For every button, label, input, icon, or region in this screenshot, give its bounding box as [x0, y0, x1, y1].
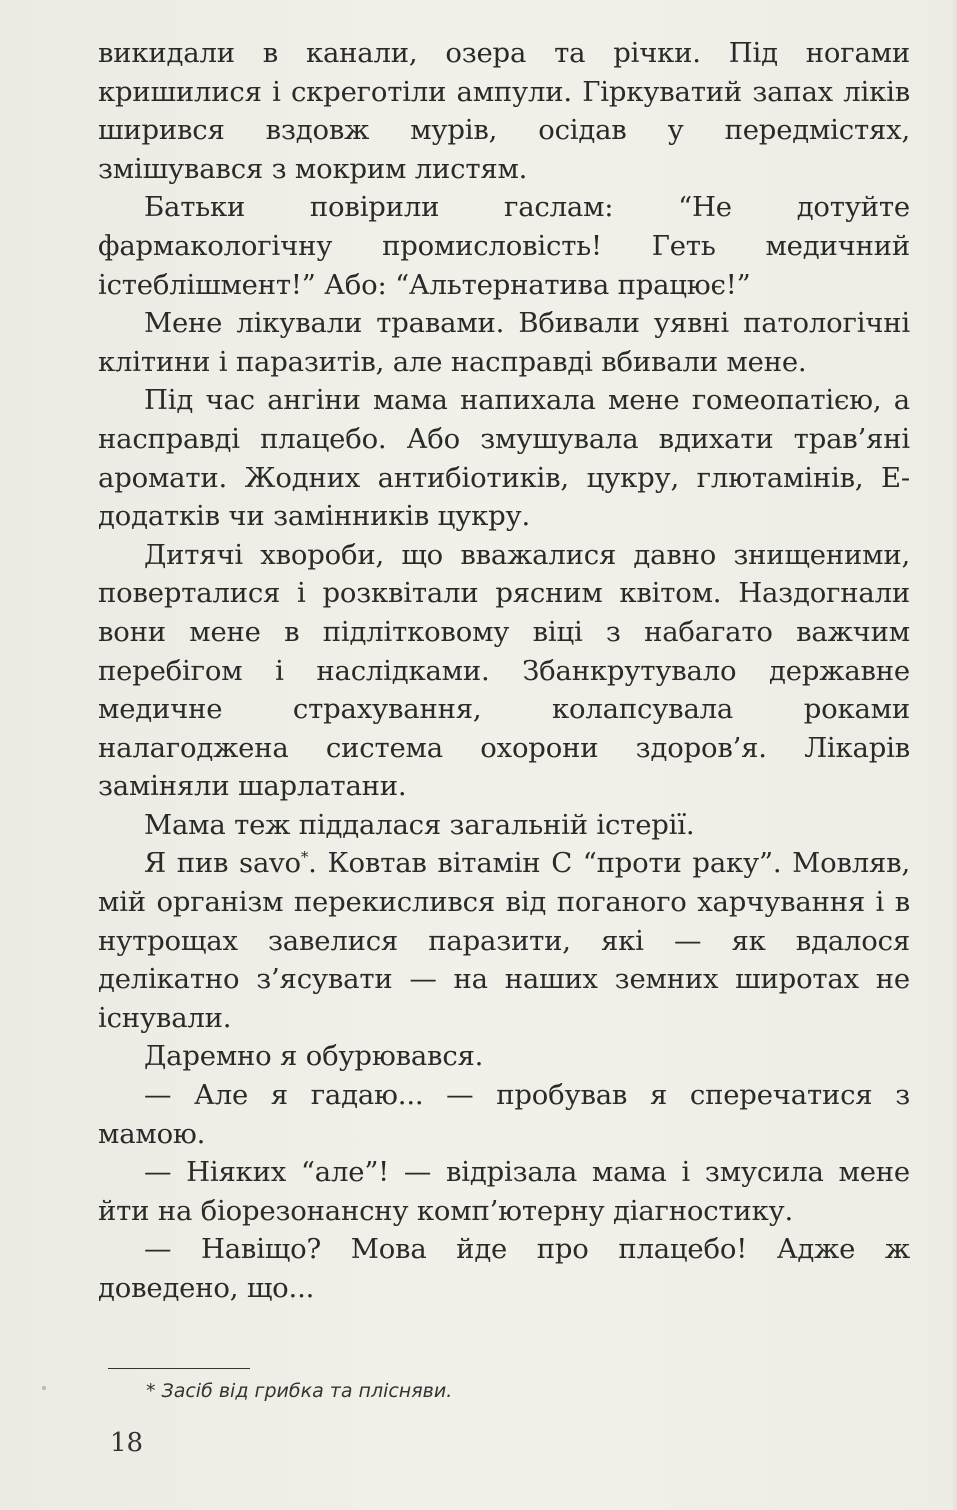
paragraph: — Навіщо? Мова йде про плацебо! Адже ж доведено, що...: [98, 1233, 910, 1304]
paragraph: Дитячі хвороби, що вважалися давно знищеними, поверталися і розквітали рясним квітом. Наздогнали вони мене в підлітковому віці з набагато важчим перебігом і наслідками. Збанкрутувало державне медичне страхування, колапсувала роками налагоджена система охорони здоров’я. Лікарів заміняли шарлатани.: [98, 538, 910, 803]
paragraph: [98, 844, 910, 1037]
paragraph: Даремно я обурювався.: [144, 1040, 484, 1073]
footnote: * Засіб від грибка та плісняви.: [146, 1380, 453, 1402]
paragraph: Під час ангіни мама напихала мене гомеопатією, а насправді плацебо. Або змушувала вдихати трав’яні аромати. Жодних антибіотиків, цукру, глютамінів, Е-додатків чи замінників цукру.: [98, 384, 910, 533]
paper-speck: [42, 1386, 46, 1390]
paragraph: Мама теж піддалася загальній істерії.: [144, 808, 695, 841]
paragraph: Мене лікували травами. Вбивали уявні патологічні клітини і паразитів, але насправді вбивали мене.: [98, 307, 910, 378]
footnote-marker: *: [300, 848, 309, 867]
paragraph: — Ніяких “але”! — відрізала мама і змусила мене йти на біорезонансну комп’ютерну діагностику.: [98, 1156, 910, 1227]
paragraph: викидали в канали, озера та річки. Під ногами кришилися і скреготіли ампули. Гіркуватий запах ліків ширився вздовж мурів, осідав у передмістях, змішувався з мокрим листям.: [98, 37, 910, 185]
paragraph-text: . Ковтав вітамін С “проти раку”. Мовляв, мій організм перекислився від поганого харчування і в нутрощах завелися паразити, які — як вдалося делікатно з’ясувати — на наших земних широтах не існували.: [98, 847, 910, 1034]
page-number: 18: [110, 1428, 144, 1458]
paragraph-text: Я пив savo: [144, 847, 301, 880]
body-text: [98, 34, 910, 1308]
paragraph: — Але я гадаю... — пробував я сперечатися з мамою.: [98, 1079, 910, 1150]
footnote-divider: [108, 1368, 250, 1369]
paragraph: Батьки повірили гаслам: “Не дотуйте фармакологічну промисловість! Геть медичний істеблішмент!” Або: “Альтернатива працює!”: [98, 191, 910, 301]
